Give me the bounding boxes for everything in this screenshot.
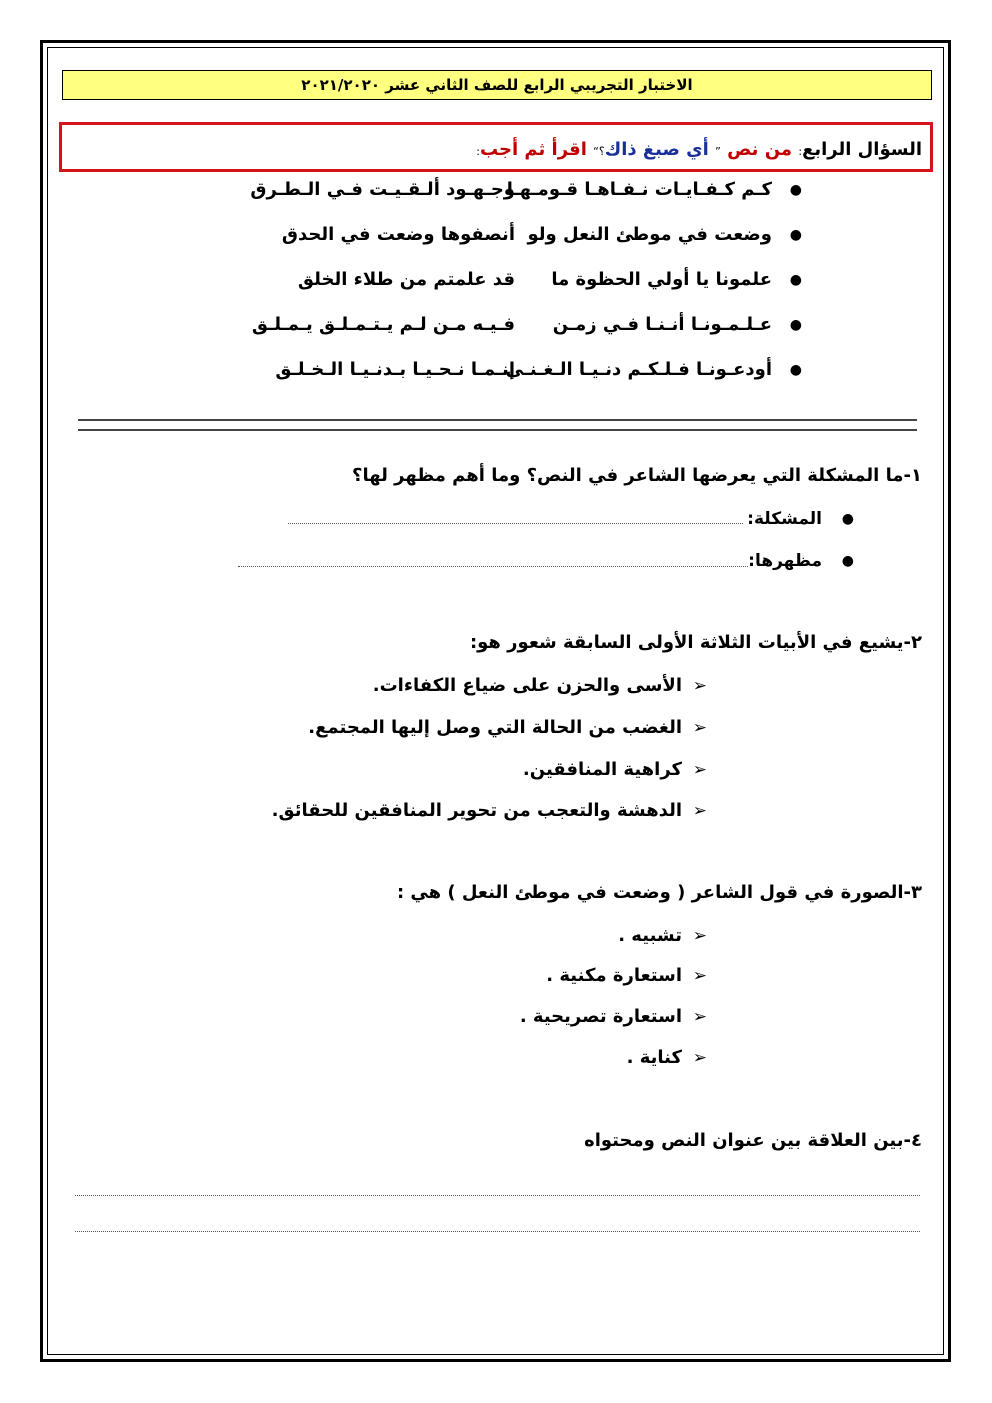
verse-first-hemistich: علمونا يا أولي الحظوة ما [551,269,772,290]
arrow-bullet-icon: ➢ [692,676,707,696]
question-label: السؤال الرابع [802,139,922,160]
arrow-bullet-icon: ➢ [692,966,707,986]
bullet-dot-icon: ● [841,553,854,569]
answer-line-problem[interactable] [288,522,743,524]
q3-option-3[interactable]: استعارة تصريحية . [519,1006,682,1027]
q2-option-2[interactable]: الغضب من الحالة التي وصل إليها المجتمع. [308,717,682,738]
problem-label: المشكلة: [747,509,822,529]
verse-second-hemistich: فـيـه مـن لـم يـتـمـلـق يـمـلـق [251,314,515,335]
q3-option-1[interactable]: تشبيه . [618,925,682,946]
q3-option-2[interactable]: استعارة مكنية . [546,965,682,986]
verse-first-hemistich: وضعت في موطئ النعل ولو [527,224,772,245]
arrow-bullet-icon: ➢ [692,926,707,946]
instruction: اقرأ ثم أجب [479,139,587,160]
arrow-bullet-icon: ➢ [692,718,707,738]
bullet-dot-icon: ● [789,362,802,378]
question-3: ٣-الصورة في قول الشاعر ( وضعت في موطئ النعل ) هي : [396,882,922,903]
verse-first-hemistich: عـلـمـونـا أنـنـا فـي زمـن [552,314,772,335]
question-4: ٤-بين العلاقة بين عنوان النص ومحتواه [584,1130,922,1151]
bullet-dot-icon: ● [789,182,802,198]
arrow-bullet-icon: ➢ [692,1007,707,1027]
aspects-label: مظهرها: [748,551,822,571]
bullet-dot-icon: ● [789,317,802,333]
bullet-dot-icon: ● [789,227,802,243]
verse-second-hemistich: أنصفوها وضعت في الحدق [281,224,515,245]
poem-title: أي صبغ ذاك [604,139,709,160]
question-1: ١-ما المشكلة التي يعرضها الشاعر في النص؟ وما أهم مظهر لها؟ [352,465,922,486]
verse-first-hemistich: أودعـونـا فـلـكـم دنـيـا الـغـنـى [505,359,772,380]
q2-option-4[interactable]: الدهشة والتعجب من تحوير المنافقين للحقائق. [271,800,682,821]
q2-option-1[interactable]: الأسى والحزن على ضياع الكفاءات. [372,675,682,696]
arrow-bullet-icon: ➢ [692,1048,707,1068]
q3-option-4[interactable]: كناية . [626,1047,682,1068]
verse-second-hemistich: إنـمـا نـحـيـا بـدنـيـا الـخـلـق [275,359,515,380]
question-2: ٢-يشيع في الأبيات الثلاثة الأولى السابقة شعور هو: [469,632,922,653]
answer-line-aspects[interactable] [238,565,748,567]
answer-line-1[interactable] [75,1194,920,1196]
exam-title: الاختبار التجريبي الرابع للصف الثاني عشر ٢٠٢١/٢٠٢٠ [62,70,932,100]
bullet-dot-icon: ● [841,511,854,527]
answer-line-2[interactable] [75,1230,920,1232]
verse-second-hemistich: قد علمتم من طلاء الخلق [297,269,515,290]
verse-first-hemistich: كـم كـفـايـات نـفـاهـا قـومـهـا [506,179,772,200]
arrow-bullet-icon: ➢ [692,760,707,780]
from-text: من نص [727,139,793,160]
section-divider [78,419,917,431]
arrow-bullet-icon: ➢ [692,801,707,821]
verse-second-hemistich: وجـهـود ألـقـيـت فـي الـطـرق [250,179,515,200]
bullet-dot-icon: ● [789,272,802,288]
q2-option-3[interactable]: كراهية المنافقين. [522,759,682,780]
question-header: السؤال الرابع: من نص ” أي صبغ ذاك؟“ اقرأ ثم أجب: [476,139,922,160]
